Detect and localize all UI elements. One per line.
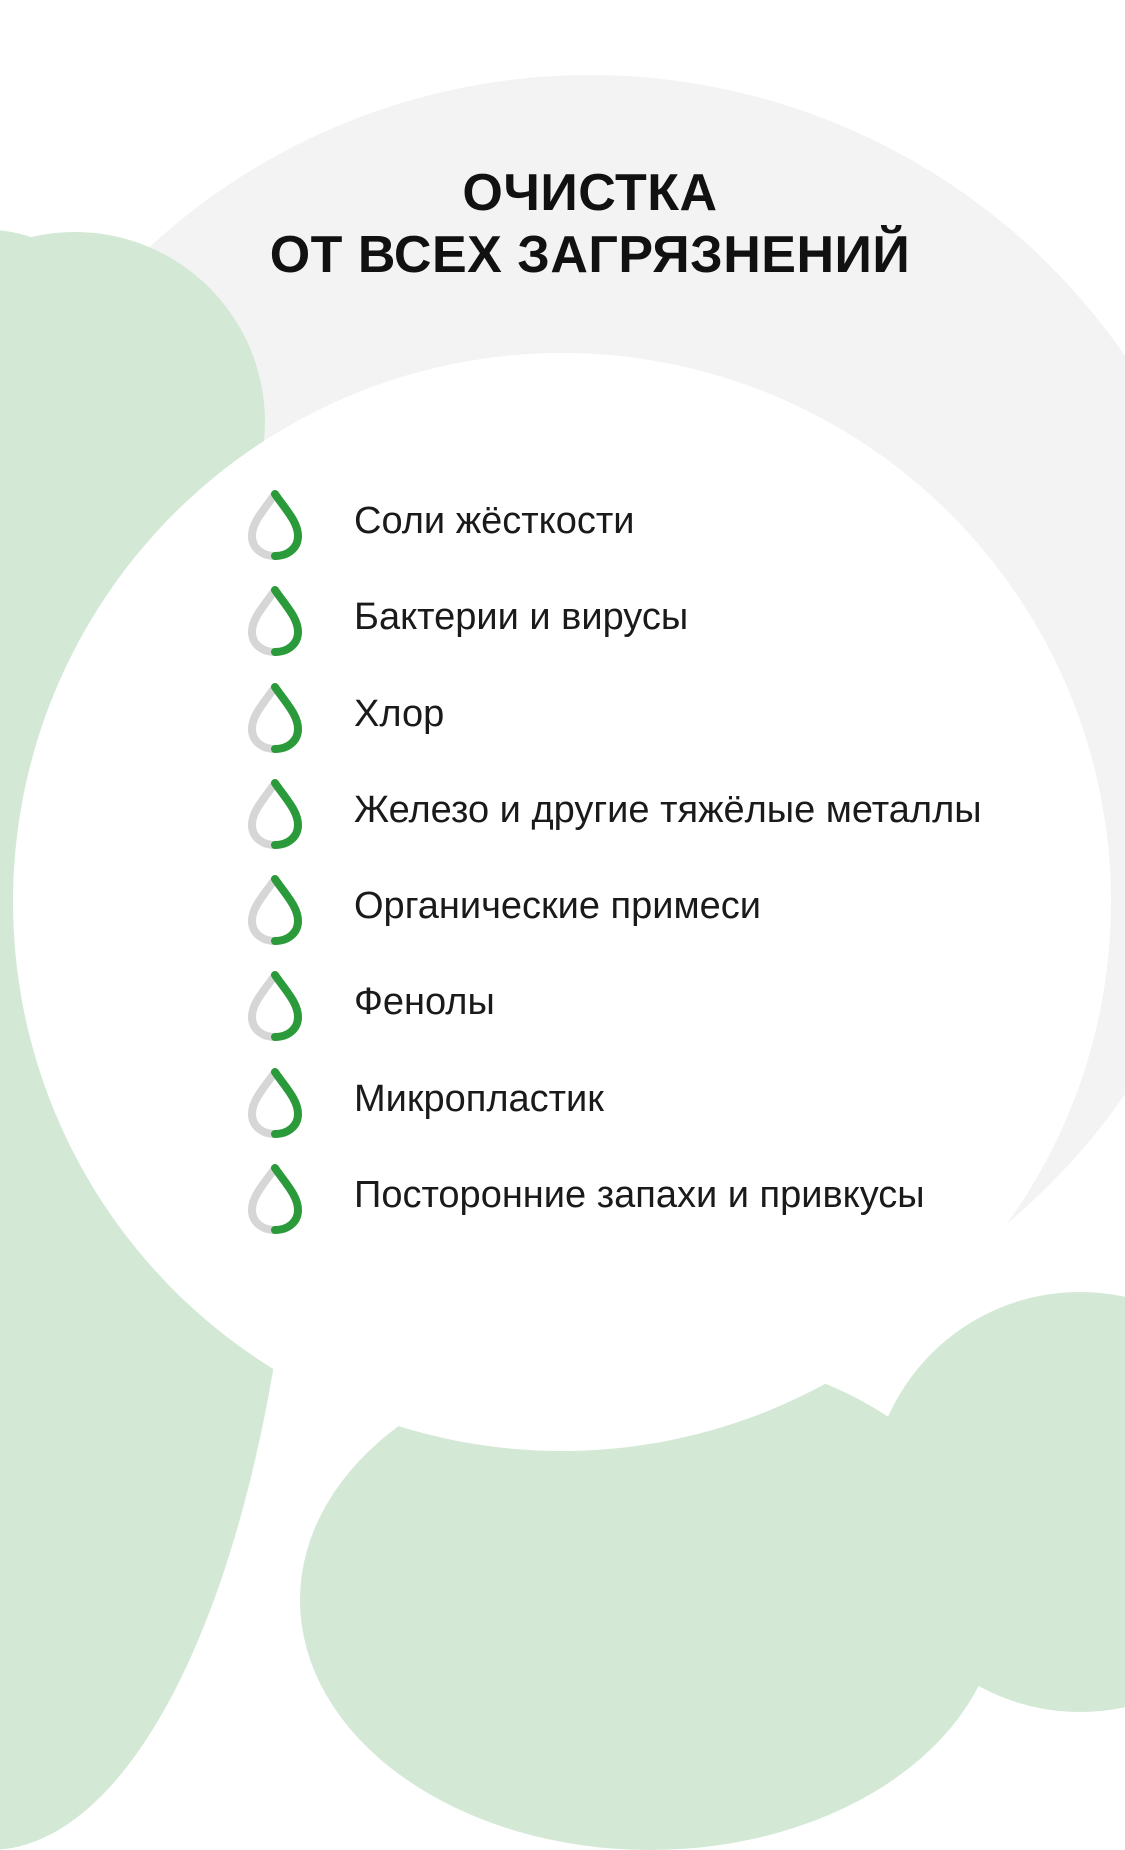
water-drop-icon <box>246 488 304 560</box>
list-item-label: Хлор <box>354 692 445 735</box>
list-item <box>246 969 982 1065</box>
water-drop-icon <box>246 681 304 753</box>
list-item-label: Железо и другие тяжёлые металлы <box>354 788 982 831</box>
list-item-label: Посторонние запахи и привкусы <box>354 1174 925 1217</box>
list-item <box>246 584 982 680</box>
list-item <box>246 681 982 777</box>
list-item <box>246 488 982 584</box>
water-drop-icon <box>246 969 304 1041</box>
page-title <box>0 162 1125 286</box>
list-item-label: Соли жёсткости <box>354 500 635 542</box>
list-item-label: Бактерии и вирусы <box>354 596 689 639</box>
list-item <box>246 873 982 969</box>
water-drop-icon <box>246 1162 304 1234</box>
water-drop-icon <box>246 584 304 656</box>
water-drop-icon <box>246 1066 304 1138</box>
contaminants-list <box>246 488 982 1258</box>
list-item <box>246 777 982 873</box>
list-item <box>246 1066 982 1162</box>
water-drop-icon <box>246 873 304 945</box>
water-drop-icon <box>246 777 304 849</box>
list-item-label: Фенолы <box>354 981 495 1024</box>
list-item <box>246 1162 982 1258</box>
title-line-2: ОТ ВСЕХ ЗАГРЯЗНЕНИЙ <box>269 226 911 284</box>
list-item-label: Микропластик <box>354 1077 604 1120</box>
title-line-1: ОЧИСТКА <box>462 164 718 222</box>
list-item-label: Органические примеси <box>354 885 761 928</box>
